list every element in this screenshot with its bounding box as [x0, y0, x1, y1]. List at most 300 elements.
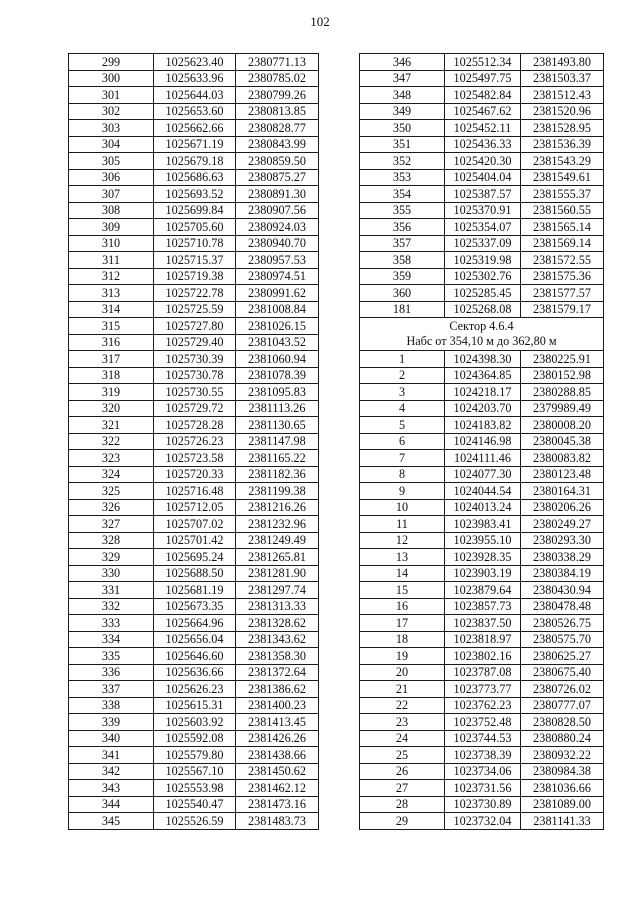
table-row — [69, 417, 319, 434]
x-coordinate-cell: 1025695.24 — [154, 549, 236, 566]
point-number-cell: 343 — [69, 780, 154, 797]
table-row — [360, 615, 604, 632]
table-row — [69, 582, 319, 599]
table-row — [69, 136, 319, 153]
point-number-cell: 325 — [69, 483, 154, 500]
y-coordinate-cell: 2380828.50 — [521, 714, 604, 731]
y-coordinate-cell: 2381182.36 — [236, 466, 319, 483]
y-coordinate-cell: 2381328.62 — [236, 615, 319, 632]
point-number-cell: 342 — [69, 763, 154, 780]
x-coordinate-cell: 1025626.23 — [154, 681, 236, 698]
y-coordinate-cell: 2380575.70 — [521, 631, 604, 648]
y-coordinate-cell: 2381358.30 — [236, 648, 319, 665]
table-row — [69, 70, 319, 87]
x-coordinate-cell: 1023732.04 — [445, 813, 521, 830]
y-coordinate-cell: 2381232.96 — [236, 516, 319, 533]
table-row — [360, 252, 604, 269]
x-coordinate-cell: 1025725.59 — [154, 301, 236, 318]
y-coordinate-cell: 2381520.96 — [521, 103, 604, 120]
x-coordinate-cell: 1025526.59 — [154, 813, 236, 830]
point-number-cell: 345 — [69, 813, 154, 830]
x-coordinate-cell: 1023762.23 — [445, 697, 521, 714]
point-number-cell: 24 — [360, 730, 445, 747]
y-coordinate-cell: 2381043.52 — [236, 334, 319, 351]
point-number-cell: 317 — [69, 351, 154, 368]
x-coordinate-cell: 1025467.62 — [445, 103, 521, 120]
x-coordinate-cell: 1025729.40 — [154, 334, 236, 351]
x-coordinate-cell: 1025730.55 — [154, 384, 236, 401]
x-coordinate-cell: 1025656.04 — [154, 631, 236, 648]
x-coordinate-cell: 1025679.18 — [154, 153, 236, 170]
table-row — [360, 813, 604, 830]
table-row — [69, 153, 319, 170]
y-coordinate-cell: 2380974.51 — [236, 268, 319, 285]
y-coordinate-cell: 2380785.02 — [236, 70, 319, 87]
x-coordinate-cell: 1025710.78 — [154, 235, 236, 252]
point-number-cell: 304 — [69, 136, 154, 153]
y-coordinate-cell: 2381060.94 — [236, 351, 319, 368]
point-number-cell: 21 — [360, 681, 445, 698]
point-number-cell: 334 — [69, 631, 154, 648]
table-row — [69, 549, 319, 566]
y-coordinate-cell: 2381560.55 — [521, 202, 604, 219]
point-number-cell: 326 — [69, 499, 154, 516]
table-row — [360, 796, 604, 813]
coordinates-table-right-top-body — [360, 54, 604, 318]
point-number-cell: 333 — [69, 615, 154, 632]
coordinates-table-left — [68, 53, 319, 830]
point-number-cell: 181 — [360, 301, 445, 318]
point-number-cell: 13 — [360, 549, 445, 566]
section-header-group — [360, 318, 604, 351]
y-coordinate-cell: 2380726.02 — [521, 681, 604, 698]
table-row — [69, 664, 319, 681]
point-number-cell: 305 — [69, 153, 154, 170]
x-coordinate-cell: 1024398.30 — [445, 351, 521, 368]
table-row — [360, 499, 604, 516]
table-row — [69, 169, 319, 186]
x-coordinate-cell: 1024111.46 — [445, 450, 521, 467]
x-coordinate-cell: 1025723.58 — [154, 450, 236, 467]
table-row — [69, 730, 319, 747]
table-row — [360, 714, 604, 731]
x-coordinate-cell: 1025404.04 — [445, 169, 521, 186]
x-coordinate-cell: 1025716.48 — [154, 483, 236, 500]
point-number-cell: 300 — [69, 70, 154, 87]
coordinates-table-right — [359, 53, 604, 830]
point-number-cell: 18 — [360, 631, 445, 648]
point-number-cell: 23 — [360, 714, 445, 731]
x-coordinate-cell: 1025553.98 — [154, 780, 236, 797]
point-number-cell: 306 — [69, 169, 154, 186]
table-row — [69, 268, 319, 285]
point-number-cell: 352 — [360, 153, 445, 170]
y-coordinate-cell: 2380164.31 — [521, 483, 604, 500]
table-row — [69, 252, 319, 269]
point-number-cell: 9 — [360, 483, 445, 500]
y-coordinate-cell: 2380777.07 — [521, 697, 604, 714]
point-number-cell: 29 — [360, 813, 445, 830]
table-row — [360, 54, 604, 71]
y-coordinate-cell: 2380293.30 — [521, 532, 604, 549]
point-number-cell: 312 — [69, 268, 154, 285]
x-coordinate-cell: 1025285.45 — [445, 285, 521, 302]
table-row — [360, 565, 604, 582]
y-coordinate-cell: 2381036.66 — [521, 780, 604, 797]
y-coordinate-cell: 2381565.14 — [521, 219, 604, 236]
table-row — [69, 780, 319, 797]
table-row — [69, 384, 319, 401]
table-row — [360, 450, 604, 467]
point-number-cell: 5 — [360, 417, 445, 434]
y-coordinate-cell: 2381216.26 — [236, 499, 319, 516]
point-number-cell: 353 — [360, 169, 445, 186]
x-coordinate-cell: 1025268.08 — [445, 301, 521, 318]
table-row — [69, 400, 319, 417]
x-coordinate-cell: 1023787.08 — [445, 664, 521, 681]
x-coordinate-cell: 1025482.84 — [445, 87, 521, 104]
table-row — [69, 186, 319, 203]
x-coordinate-cell: 1025636.66 — [154, 664, 236, 681]
table-row — [69, 351, 319, 368]
table-row — [360, 466, 604, 483]
y-coordinate-cell: 2379989.49 — [521, 400, 604, 417]
x-coordinate-cell: 1023734.06 — [445, 763, 521, 780]
point-number-cell: 322 — [69, 433, 154, 450]
point-number-cell: 303 — [69, 120, 154, 137]
x-coordinate-cell: 1025354.07 — [445, 219, 521, 236]
x-coordinate-cell: 1025540.47 — [154, 796, 236, 813]
x-coordinate-cell: 1025705.60 — [154, 219, 236, 236]
x-coordinate-cell: 1024364.85 — [445, 367, 521, 384]
point-number-cell: 359 — [360, 268, 445, 285]
y-coordinate-cell: 2381577.57 — [521, 285, 604, 302]
point-number-cell: 320 — [69, 400, 154, 417]
table-row — [69, 648, 319, 665]
point-number-cell: 328 — [69, 532, 154, 549]
point-number-cell: 15 — [360, 582, 445, 599]
y-coordinate-cell: 2381372.64 — [236, 664, 319, 681]
y-coordinate-cell: 2381493.80 — [521, 54, 604, 71]
x-coordinate-cell: 1025420.30 — [445, 153, 521, 170]
y-coordinate-cell: 2381141.33 — [521, 813, 604, 830]
x-coordinate-cell: 1025319.98 — [445, 252, 521, 269]
y-coordinate-cell: 2380991.62 — [236, 285, 319, 302]
table-row — [69, 103, 319, 120]
x-coordinate-cell: 1023983.41 — [445, 516, 521, 533]
point-number-cell: 360 — [360, 285, 445, 302]
x-coordinate-cell: 1023730.89 — [445, 796, 521, 813]
table-row — [360, 70, 604, 87]
table-row — [360, 169, 604, 186]
y-coordinate-cell: 2380083.82 — [521, 450, 604, 467]
y-coordinate-cell: 2381426.26 — [236, 730, 319, 747]
section-subtitle: Набс от 354,10 м до 362,80 м — [406, 334, 557, 348]
x-coordinate-cell: 1023903.19 — [445, 565, 521, 582]
point-number-cell: 327 — [69, 516, 154, 533]
x-coordinate-cell: 1025712.05 — [154, 499, 236, 516]
point-number-cell: 16 — [360, 598, 445, 615]
point-number-cell: 11 — [360, 516, 445, 533]
y-coordinate-cell: 2381400.23 — [236, 697, 319, 714]
table-row — [69, 631, 319, 648]
x-coordinate-cell: 1023955.10 — [445, 532, 521, 549]
x-coordinate-cell: 1025302.76 — [445, 268, 521, 285]
x-coordinate-cell: 1023802.16 — [445, 648, 521, 665]
y-coordinate-cell: 2381528.95 — [521, 120, 604, 137]
y-coordinate-cell: 2381343.62 — [236, 631, 319, 648]
y-coordinate-cell: 2380288.85 — [521, 384, 604, 401]
y-coordinate-cell: 2381575.36 — [521, 268, 604, 285]
table-row — [69, 202, 319, 219]
x-coordinate-cell: 1025707.02 — [154, 516, 236, 533]
y-coordinate-cell: 2380859.50 — [236, 153, 319, 170]
y-coordinate-cell: 2380891.30 — [236, 186, 319, 203]
x-coordinate-cell: 1025436.33 — [445, 136, 521, 153]
point-number-cell: 315 — [69, 318, 154, 335]
table-row — [360, 103, 604, 120]
y-coordinate-cell: 2381265.81 — [236, 549, 319, 566]
x-coordinate-cell: 1025592.08 — [154, 730, 236, 747]
x-coordinate-cell: 1023837.50 — [445, 615, 521, 632]
y-coordinate-cell: 2380478.48 — [521, 598, 604, 615]
point-number-cell: 332 — [69, 598, 154, 615]
y-coordinate-cell: 2381543.29 — [521, 153, 604, 170]
y-coordinate-cell: 2380924.03 — [236, 219, 319, 236]
y-coordinate-cell: 2380957.53 — [236, 252, 319, 269]
table-row — [360, 780, 604, 797]
x-coordinate-cell: 1025671.19 — [154, 136, 236, 153]
y-coordinate-cell: 2381569.14 — [521, 235, 604, 252]
point-number-cell: 358 — [360, 252, 445, 269]
x-coordinate-cell: 1023857.73 — [445, 598, 521, 615]
table-row — [360, 648, 604, 665]
table-row — [360, 186, 604, 203]
coordinates-table-left-body — [69, 54, 319, 830]
table-row — [360, 483, 604, 500]
point-number-cell: 351 — [360, 136, 445, 153]
table-row — [69, 483, 319, 500]
point-number-cell: 355 — [360, 202, 445, 219]
point-number-cell: 314 — [69, 301, 154, 318]
table-row — [69, 120, 319, 137]
point-number-cell: 10 — [360, 499, 445, 516]
y-coordinate-cell: 2380430.94 — [521, 582, 604, 599]
y-coordinate-cell: 2381483.73 — [236, 813, 319, 830]
table-row — [360, 301, 604, 318]
point-number-cell: 19 — [360, 648, 445, 665]
point-number-cell: 8 — [360, 466, 445, 483]
x-coordinate-cell: 1025686.63 — [154, 169, 236, 186]
table-row — [360, 549, 604, 566]
table-row — [69, 615, 319, 632]
x-coordinate-cell: 1025728.28 — [154, 417, 236, 434]
x-coordinate-cell: 1025497.75 — [445, 70, 521, 87]
y-coordinate-cell: 2381462.12 — [236, 780, 319, 797]
y-coordinate-cell: 2381147.98 — [236, 433, 319, 450]
x-coordinate-cell: 1025579.80 — [154, 747, 236, 764]
y-coordinate-cell: 2381113.26 — [236, 400, 319, 417]
y-coordinate-cell: 2380771.13 — [236, 54, 319, 71]
table-row — [360, 400, 604, 417]
point-number-cell: 321 — [69, 417, 154, 434]
point-number-cell: 335 — [69, 648, 154, 665]
x-coordinate-cell: 1025688.50 — [154, 565, 236, 582]
table-row — [360, 532, 604, 549]
x-coordinate-cell: 1025337.09 — [445, 235, 521, 252]
x-coordinate-cell: 1024044.54 — [445, 483, 521, 500]
y-coordinate-cell: 2381450.62 — [236, 763, 319, 780]
point-number-cell: 330 — [69, 565, 154, 582]
x-coordinate-cell: 1025693.52 — [154, 186, 236, 203]
x-coordinate-cell: 1023818.97 — [445, 631, 521, 648]
y-coordinate-cell: 2380045.38 — [521, 433, 604, 450]
point-number-cell: 26 — [360, 763, 445, 780]
point-number-cell: 313 — [69, 285, 154, 302]
x-coordinate-cell: 1025681.19 — [154, 582, 236, 599]
table-row — [360, 87, 604, 104]
x-coordinate-cell: 1025715.37 — [154, 252, 236, 269]
x-coordinate-cell: 1025729.72 — [154, 400, 236, 417]
point-number-cell: 329 — [69, 549, 154, 566]
table-row — [360, 120, 604, 137]
x-coordinate-cell: 1025387.57 — [445, 186, 521, 203]
x-coordinate-cell: 1024203.70 — [445, 400, 521, 417]
table-row — [360, 681, 604, 698]
y-coordinate-cell: 2381549.61 — [521, 169, 604, 186]
point-number-cell: 336 — [69, 664, 154, 681]
point-number-cell: 20 — [360, 664, 445, 681]
x-coordinate-cell: 1025730.78 — [154, 367, 236, 384]
y-coordinate-cell: 2381249.49 — [236, 532, 319, 549]
x-coordinate-cell: 1024183.82 — [445, 417, 521, 434]
point-number-cell: 14 — [360, 565, 445, 582]
table-row — [360, 516, 604, 533]
y-coordinate-cell: 2381503.37 — [521, 70, 604, 87]
y-coordinate-cell: 2380940.70 — [236, 235, 319, 252]
table-row — [69, 681, 319, 698]
point-number-cell: 344 — [69, 796, 154, 813]
point-number-cell: 17 — [360, 615, 445, 632]
point-number-cell: 27 — [360, 780, 445, 797]
table-row — [360, 697, 604, 714]
point-number-cell: 1 — [360, 351, 445, 368]
x-coordinate-cell: 1024013.24 — [445, 499, 521, 516]
point-number-cell: 350 — [360, 120, 445, 137]
y-coordinate-cell: 2380932.22 — [521, 747, 604, 764]
point-number-cell: 299 — [69, 54, 154, 71]
table-row — [69, 318, 319, 335]
x-coordinate-cell: 1025603.92 — [154, 714, 236, 731]
table-row — [360, 219, 604, 236]
y-coordinate-cell: 2381130.65 — [236, 417, 319, 434]
table-row — [69, 747, 319, 764]
point-number-cell: 356 — [360, 219, 445, 236]
point-number-cell: 340 — [69, 730, 154, 747]
y-coordinate-cell: 2380828.77 — [236, 120, 319, 137]
section-header-cell — [360, 318, 604, 351]
table-row — [69, 813, 319, 830]
x-coordinate-cell: 1025615.31 — [154, 697, 236, 714]
table-row — [360, 747, 604, 764]
table-row — [69, 532, 319, 549]
table-row — [69, 516, 319, 533]
y-coordinate-cell: 2380843.99 — [236, 136, 319, 153]
point-number-cell: 302 — [69, 103, 154, 120]
table-row — [69, 334, 319, 351]
y-coordinate-cell: 2381095.83 — [236, 384, 319, 401]
point-number-cell: 309 — [69, 219, 154, 236]
point-number-cell: 357 — [360, 235, 445, 252]
x-coordinate-cell: 1023928.35 — [445, 549, 521, 566]
point-number-cell: 2 — [360, 367, 445, 384]
x-coordinate-cell: 1024146.98 — [445, 433, 521, 450]
table-row — [360, 598, 604, 615]
x-coordinate-cell: 1025720.33 — [154, 466, 236, 483]
y-coordinate-cell: 2381089.00 — [521, 796, 604, 813]
x-coordinate-cell: 1025653.60 — [154, 103, 236, 120]
y-coordinate-cell: 2381078.39 — [236, 367, 319, 384]
table-row — [360, 202, 604, 219]
point-number-cell: 307 — [69, 186, 154, 203]
x-coordinate-cell: 1025719.38 — [154, 268, 236, 285]
y-coordinate-cell: 2380526.75 — [521, 615, 604, 632]
table-row — [360, 285, 604, 302]
x-coordinate-cell: 1025701.42 — [154, 532, 236, 549]
x-coordinate-cell: 1023738.39 — [445, 747, 521, 764]
point-number-cell: 28 — [360, 796, 445, 813]
table-row — [69, 367, 319, 384]
point-number-cell: 318 — [69, 367, 154, 384]
table-row — [360, 367, 604, 384]
table-row — [69, 466, 319, 483]
point-number-cell: 323 — [69, 450, 154, 467]
point-number-cell: 331 — [69, 582, 154, 599]
table-row — [360, 582, 604, 599]
y-coordinate-cell: 2381297.74 — [236, 582, 319, 599]
y-coordinate-cell: 2381008.84 — [236, 301, 319, 318]
y-coordinate-cell: 2381555.37 — [521, 186, 604, 203]
x-coordinate-cell: 1023879.64 — [445, 582, 521, 599]
point-number-cell: 25 — [360, 747, 445, 764]
y-coordinate-cell: 2381512.43 — [521, 87, 604, 104]
x-coordinate-cell: 1025623.40 — [154, 54, 236, 71]
section-header-row — [360, 318, 604, 351]
x-coordinate-cell: 1023773.77 — [445, 681, 521, 698]
x-coordinate-cell: 1025727.80 — [154, 318, 236, 335]
table-row — [69, 598, 319, 615]
y-coordinate-cell: 2381438.66 — [236, 747, 319, 764]
table-row — [69, 285, 319, 302]
x-coordinate-cell: 1023744.53 — [445, 730, 521, 747]
table-row — [360, 384, 604, 401]
point-number-cell: 354 — [360, 186, 445, 203]
table-row — [69, 565, 319, 582]
point-number-cell: 4 — [360, 400, 445, 417]
table-row — [360, 664, 604, 681]
x-coordinate-cell: 1025646.60 — [154, 648, 236, 665]
y-coordinate-cell: 2381536.39 — [521, 136, 604, 153]
x-coordinate-cell: 1025673.35 — [154, 598, 236, 615]
point-number-cell: 347 — [360, 70, 445, 87]
y-coordinate-cell: 2380813.85 — [236, 103, 319, 120]
x-coordinate-cell: 1025662.66 — [154, 120, 236, 137]
table-row — [69, 697, 319, 714]
x-coordinate-cell: 1024218.17 — [445, 384, 521, 401]
x-coordinate-cell: 1025567.10 — [154, 763, 236, 780]
point-number-cell: 319 — [69, 384, 154, 401]
x-coordinate-cell: 1025722.78 — [154, 285, 236, 302]
